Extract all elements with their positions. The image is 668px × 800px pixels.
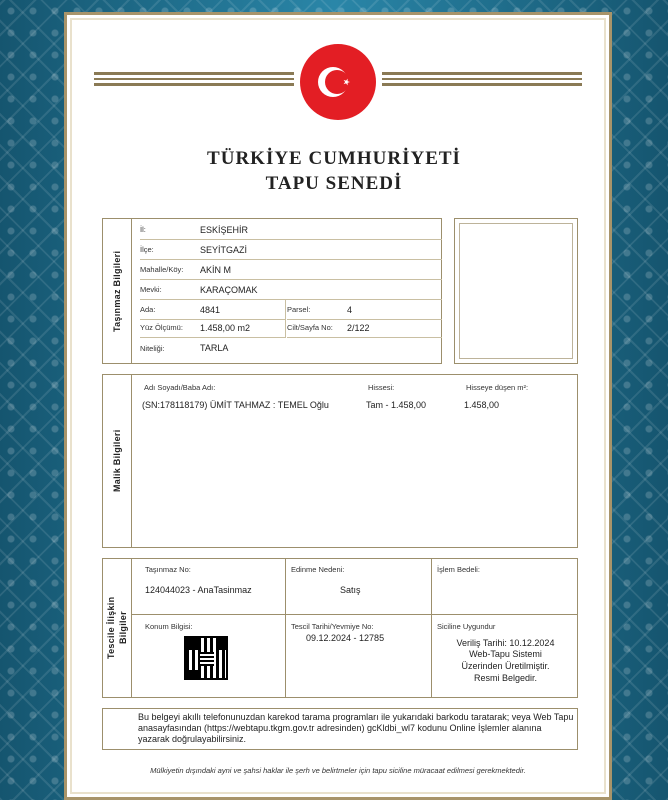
- malik-section-label: Malik Bilgileri: [112, 429, 122, 493]
- tasinmaz-section-label: Taşınmaz Bilgileri: [112, 250, 122, 332]
- konum-label: Konum Bilgisi:: [145, 622, 193, 631]
- webtapu-line1: Web-Tapu Sistemi: [469, 649, 542, 659]
- turkish-flag-emblem-icon: [300, 44, 376, 120]
- parsel-row: [287, 300, 442, 320]
- owner-name: (SN:178118179) ÜMİT TAHMAZ : TEMEL Oğlu: [142, 400, 329, 410]
- tescil-tarihi-label: Tescil Tarihi/Yevmiye No:: [291, 622, 374, 631]
- il-label: İl:: [140, 225, 146, 234]
- share-m2-header: Hisseye düşen m²:: [466, 383, 529, 392]
- mahalle-value: AKİN M: [200, 264, 232, 275]
- il-value: ESKİŞEHİR: [200, 224, 249, 235]
- share-header: Hissesi:: [368, 383, 395, 392]
- tescil-tarihi-value: 09.12.2024 - 12785: [306, 633, 385, 643]
- tasinmaz-no-label: Taşınmaz No:: [145, 565, 191, 574]
- tescil-section-label: [104, 558, 130, 698]
- mahalle-row: [140, 260, 442, 280]
- ilce-row: [140, 240, 442, 260]
- ada-row: [140, 300, 285, 320]
- islem-bedeli-label: İşlem Bedeli:: [437, 565, 480, 574]
- tescil-row-divider: [132, 614, 578, 615]
- owner-share: Tam - 1.458,00: [366, 400, 427, 410]
- photo-frame: [454, 218, 578, 364]
- niteligi-label: Niteliği:: [140, 343, 165, 353]
- il-row: [140, 220, 442, 240]
- photo-inner-frame: [459, 223, 573, 359]
- yuzolcumu-row: [140, 318, 285, 338]
- mahalle-label: Mahalle/Köy:: [140, 265, 184, 274]
- document-title: TÜRKİYE CUMHURİYETİ: [207, 148, 461, 169]
- qr-code-icon[interactable]: [184, 636, 228, 680]
- parsel-value: 4: [347, 304, 353, 315]
- cilt-value: 2/122: [347, 322, 370, 333]
- cilt-label: Cilt/Sayfa No:: [287, 323, 333, 332]
- owner-name-header: Adı Soyadı/Baba Adı:: [144, 383, 216, 392]
- ada-value: 4841: [200, 304, 221, 315]
- mevki-value: KARAÇOMAK: [200, 284, 258, 295]
- niteligi-value: TARLA: [200, 343, 229, 353]
- verilis-tarihi: Veriliş Tarihi: 10.12.2024: [456, 638, 555, 648]
- document-subtitle: TAPU SENEDİ: [265, 173, 403, 194]
- edinme-label: Edinme Nedeni:: [291, 565, 345, 574]
- header-band-left: [94, 72, 294, 86]
- ilce-value: SEYİTGAZİ: [200, 244, 248, 255]
- tescil-label-line2: Bilgiler: [118, 611, 128, 645]
- parsel-label: Parsel:: [287, 305, 311, 314]
- tescil-divider-1: [285, 558, 286, 698]
- webtapu-line2: Üzerinden Üretilmiştir.: [461, 661, 550, 671]
- ada-parsel-divider: [285, 300, 286, 338]
- tasinmaz-no-value: 124044023 - AnaTasinmaz: [145, 585, 252, 595]
- mevki-row: [140, 280, 442, 300]
- edinme-value: Satış: [340, 585, 361, 595]
- resmi-belgedir: Resmi Belgedir.: [473, 673, 538, 683]
- siciline-uygundur-label: Siciline Uygundur: [437, 622, 496, 631]
- cilt-row: [287, 318, 442, 338]
- tescil-label-line1: Tescile İlişkin: [106, 596, 116, 660]
- yuzolcumu-label: Yüz Ölçümü:: [140, 323, 183, 332]
- mevki-label: Mevki:: [140, 285, 162, 294]
- header-band-right: [382, 72, 582, 86]
- footer-note: Mülkiyetin dışındaki ayni ve şahsi haklar ile şerh ve belirtmeler için tapu siciline müracaat edilmesi gerekmektedir.: [150, 766, 526, 775]
- verification-info-text: Bu belgeyi akıllı telefonunuzdan karekod tarama programları ile yukarıdaki barkodu taratarak; veya Web Tapu anasayfasından (https://webtapu.tkgm.gov.tr adresinden) gcKldbi_wl7 kodunu Online İşlemler alanına yazarak doğrulayabilirsiniz.: [138, 712, 574, 744]
- tescil-divider-2: [431, 558, 432, 698]
- owner-share-m2: 1.458,00: [464, 400, 500, 410]
- ada-label: Ada:: [140, 305, 156, 314]
- niteligi-row: [140, 338, 442, 358]
- ilce-label: İlçe:: [140, 245, 154, 254]
- yuzolcumu-value: 1.458,00 m2: [200, 322, 251, 333]
